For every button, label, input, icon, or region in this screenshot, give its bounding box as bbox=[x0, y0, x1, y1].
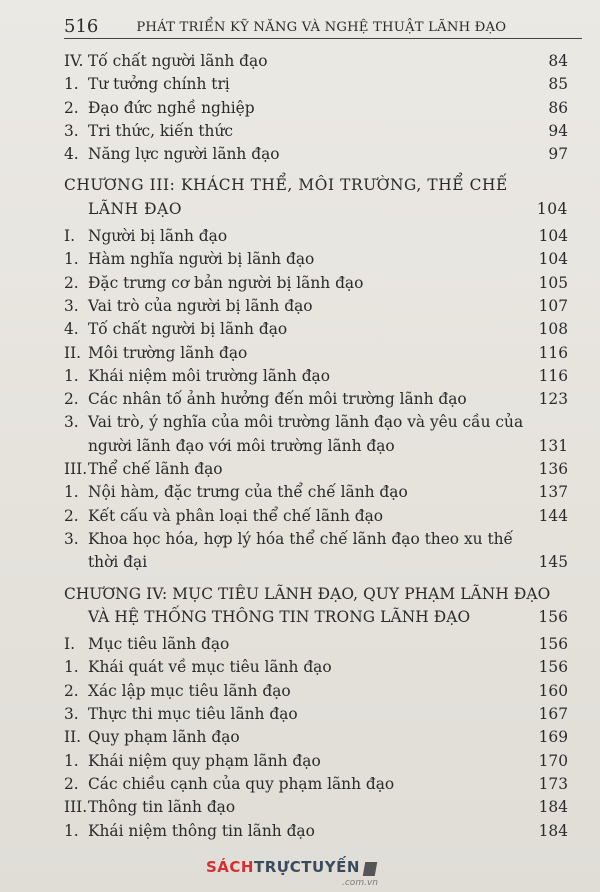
toc-entry bbox=[64, 726, 568, 749]
toc-page: 116 bbox=[538, 366, 568, 385]
toc-page: 137 bbox=[538, 483, 568, 502]
toc-page: 85 bbox=[548, 75, 568, 94]
header-rule bbox=[64, 38, 582, 39]
toc-number: II. bbox=[64, 728, 82, 747]
toc-entry bbox=[64, 680, 568, 703]
toc-entry bbox=[64, 50, 568, 73]
toc-title: Thực thi mục tiêu lãnh đạo bbox=[88, 705, 298, 724]
toc-number: III. bbox=[64, 798, 88, 817]
toc-entry bbox=[64, 750, 568, 773]
toc-entry bbox=[64, 505, 568, 528]
toc-title: Tri thức, kiến thức bbox=[88, 121, 234, 140]
toc-title: Tố chất người lãnh đạo bbox=[88, 52, 268, 70]
chapter-title: VÀ HỆ THỐNG THÔNG TIN TRONG LÃNH ĐẠO bbox=[88, 607, 471, 626]
toc-number: 3. bbox=[64, 413, 79, 432]
chapter-heading bbox=[64, 583, 568, 606]
page-number: 516 bbox=[64, 16, 99, 37]
toc-number: 1. bbox=[64, 483, 79, 502]
chapter-title: CHƯƠNG IV: MỤC TIÊU LÃNH ĐẠO, QUY PHẠM LÃNH ĐẠO bbox=[64, 584, 551, 603]
toc-page: 94 bbox=[548, 121, 568, 140]
toc-page: 173 bbox=[538, 774, 568, 793]
toc-page: 105 bbox=[538, 273, 568, 292]
toc-title: Thể chế lãnh đạo bbox=[88, 460, 223, 479]
toc-title: Kết cấu và phân loại thể chế lãnh đạo bbox=[88, 506, 384, 525]
page-header bbox=[64, 10, 582, 36]
chapter-heading bbox=[64, 174, 568, 197]
toc-number: IV. bbox=[64, 52, 84, 70]
toc-entry bbox=[64, 458, 568, 481]
spacer bbox=[64, 575, 568, 583]
toc-page: 116 bbox=[538, 343, 568, 362]
toc-entry bbox=[64, 703, 568, 726]
toc-entry bbox=[64, 248, 568, 271]
watermark-logo bbox=[206, 858, 378, 888]
toc-page: 156 bbox=[538, 607, 568, 626]
toc-title: Đạo đức nghề nghiệp bbox=[88, 98, 255, 117]
toc-title: Khái niệm thông tin lãnh đạo bbox=[88, 821, 315, 840]
book-icon bbox=[363, 862, 377, 876]
toc-number: 2. bbox=[64, 774, 79, 793]
toc-entry bbox=[64, 773, 568, 796]
toc-page: 86 bbox=[548, 98, 568, 117]
toc-number: 2. bbox=[64, 273, 79, 292]
toc-title: Năng lực người lãnh đạo bbox=[88, 145, 280, 164]
toc-title: Khoa học hóa, hợp lý hóa thể chế lãnh đạo theo xu thế bbox=[88, 529, 514, 548]
toc-page: 144 bbox=[538, 506, 568, 525]
toc-page: 104 bbox=[538, 250, 568, 269]
chapter-heading bbox=[64, 606, 568, 629]
toc-title: Khái niệm môi trường lãnh đạo bbox=[88, 366, 330, 385]
toc-title: Môi trường lãnh đạo bbox=[88, 343, 248, 362]
toc-title: Tư tưởng chính trị bbox=[88, 75, 230, 94]
toc-entry bbox=[64, 295, 568, 318]
toc-number: I. bbox=[64, 227, 75, 246]
toc-title: Người bị lãnh đạo bbox=[88, 227, 228, 246]
toc-entry bbox=[64, 73, 568, 96]
toc-entry bbox=[64, 97, 568, 120]
table-of-contents bbox=[64, 50, 568, 843]
toc-number: 3. bbox=[64, 296, 79, 315]
toc-number: 3. bbox=[64, 121, 79, 140]
toc-page: 104 bbox=[536, 199, 568, 218]
toc-number: 1. bbox=[64, 75, 79, 94]
toc-number: 1. bbox=[64, 751, 79, 770]
toc-number: 4. bbox=[64, 320, 79, 339]
toc-entry bbox=[64, 528, 568, 551]
toc-entry bbox=[64, 365, 568, 388]
toc-page: 145 bbox=[538, 553, 568, 572]
toc-title: Tố chất người bị lãnh đạo bbox=[88, 320, 288, 339]
toc-entry bbox=[64, 120, 568, 143]
toc-page: 160 bbox=[538, 681, 568, 700]
toc-number: 2. bbox=[64, 98, 79, 117]
toc-number: 2. bbox=[64, 390, 79, 409]
toc-title: Mục tiêu lãnh đạo bbox=[88, 635, 230, 654]
toc-number: II. bbox=[64, 343, 82, 362]
toc-number: 1. bbox=[64, 658, 79, 677]
toc-title: Các nhân tố ảnh hưởng đến môi trường lãnh đạo bbox=[88, 390, 467, 409]
toc-page: 156 bbox=[538, 635, 568, 654]
watermark-text: SÁCH bbox=[206, 858, 254, 876]
toc-entry bbox=[64, 411, 568, 434]
toc-entry bbox=[64, 225, 568, 248]
toc-title: Xác lập mục tiêu lãnh đạo bbox=[88, 681, 291, 700]
toc-entry bbox=[64, 318, 568, 341]
toc-page: 136 bbox=[538, 460, 568, 479]
toc-page: 84 bbox=[548, 52, 568, 70]
toc-title: Nội hàm, đặc trưng của thể chế lãnh đạo bbox=[88, 483, 408, 502]
toc-title: Thông tin lãnh đạo bbox=[88, 798, 236, 817]
toc-number: I. bbox=[64, 635, 75, 654]
toc-entry bbox=[64, 272, 568, 295]
toc-entry bbox=[64, 143, 568, 166]
toc-number: 4. bbox=[64, 145, 79, 164]
toc-number: III. bbox=[64, 460, 88, 479]
chapter-heading bbox=[64, 198, 568, 221]
toc-title: Khái niệm quy phạm lãnh đạo bbox=[88, 751, 321, 770]
toc-entry bbox=[64, 633, 568, 656]
toc-page: 184 bbox=[538, 821, 568, 840]
toc-title: Khái quát về mục tiêu lãnh đạo bbox=[88, 658, 332, 677]
toc-title: Vai trò, ý nghĩa của môi trường lãnh đạo và yêu cầu của bbox=[88, 413, 524, 432]
toc-number: 2. bbox=[64, 681, 79, 700]
toc-page: 104 bbox=[538, 227, 568, 246]
toc-number: 1. bbox=[64, 821, 79, 840]
toc-title: Đặc trưng cơ bản người bị lãnh đạo bbox=[88, 273, 364, 292]
toc-page: 169 bbox=[538, 728, 568, 747]
toc-page: 170 bbox=[538, 751, 568, 770]
toc-page: 107 bbox=[538, 296, 568, 315]
watermark-text: .com.vn bbox=[342, 878, 378, 888]
toc-title: Quy phạm lãnh đạo bbox=[88, 728, 240, 747]
toc-number: 1. bbox=[64, 250, 79, 269]
toc-title: Hàm nghĩa người bị lãnh đạo bbox=[88, 250, 315, 269]
watermark-text: TRỰCTUYẾN bbox=[253, 858, 360, 876]
toc-title: thời đại bbox=[88, 553, 148, 572]
toc-entry bbox=[64, 481, 568, 504]
toc-entry bbox=[64, 820, 568, 843]
toc-title: Vai trò của người bị lãnh đạo bbox=[88, 296, 313, 315]
toc-page: 167 bbox=[538, 705, 568, 724]
toc-number: 3. bbox=[64, 705, 79, 724]
toc-page: 108 bbox=[538, 320, 568, 339]
toc-entry bbox=[64, 388, 568, 411]
chapter-title: LÃNH ĐẠO bbox=[88, 199, 183, 218]
toc-page: 156 bbox=[538, 658, 568, 677]
toc-entry bbox=[64, 656, 568, 679]
toc-title: người lãnh đạo với môi trường lãnh đạo bbox=[88, 436, 395, 455]
toc-entry bbox=[64, 342, 568, 365]
toc-entry-continued bbox=[64, 551, 568, 574]
chapter-title: CHƯƠNG III: KHÁCH THỂ, MÔI TRƯỜNG, THỂ CHẾ bbox=[64, 176, 508, 195]
spacer bbox=[64, 166, 568, 174]
running-title: PHÁT TRIỂN KỸ NĂNG VÀ NGHỆ THUẬT LÃNH ĐẠO bbox=[136, 20, 507, 35]
toc-number: 2. bbox=[64, 506, 79, 525]
toc-entry-continued bbox=[64, 435, 568, 458]
toc-page: 131 bbox=[538, 436, 568, 455]
toc-number: 1. bbox=[64, 366, 79, 385]
toc-title: Các chiều cạnh của quy phạm lãnh đạo bbox=[88, 774, 395, 793]
toc-number: 3. bbox=[64, 529, 79, 548]
toc-entry bbox=[64, 796, 568, 819]
toc-page: 97 bbox=[548, 145, 568, 164]
toc-page: 184 bbox=[538, 798, 568, 817]
toc-page: 123 bbox=[538, 390, 568, 409]
